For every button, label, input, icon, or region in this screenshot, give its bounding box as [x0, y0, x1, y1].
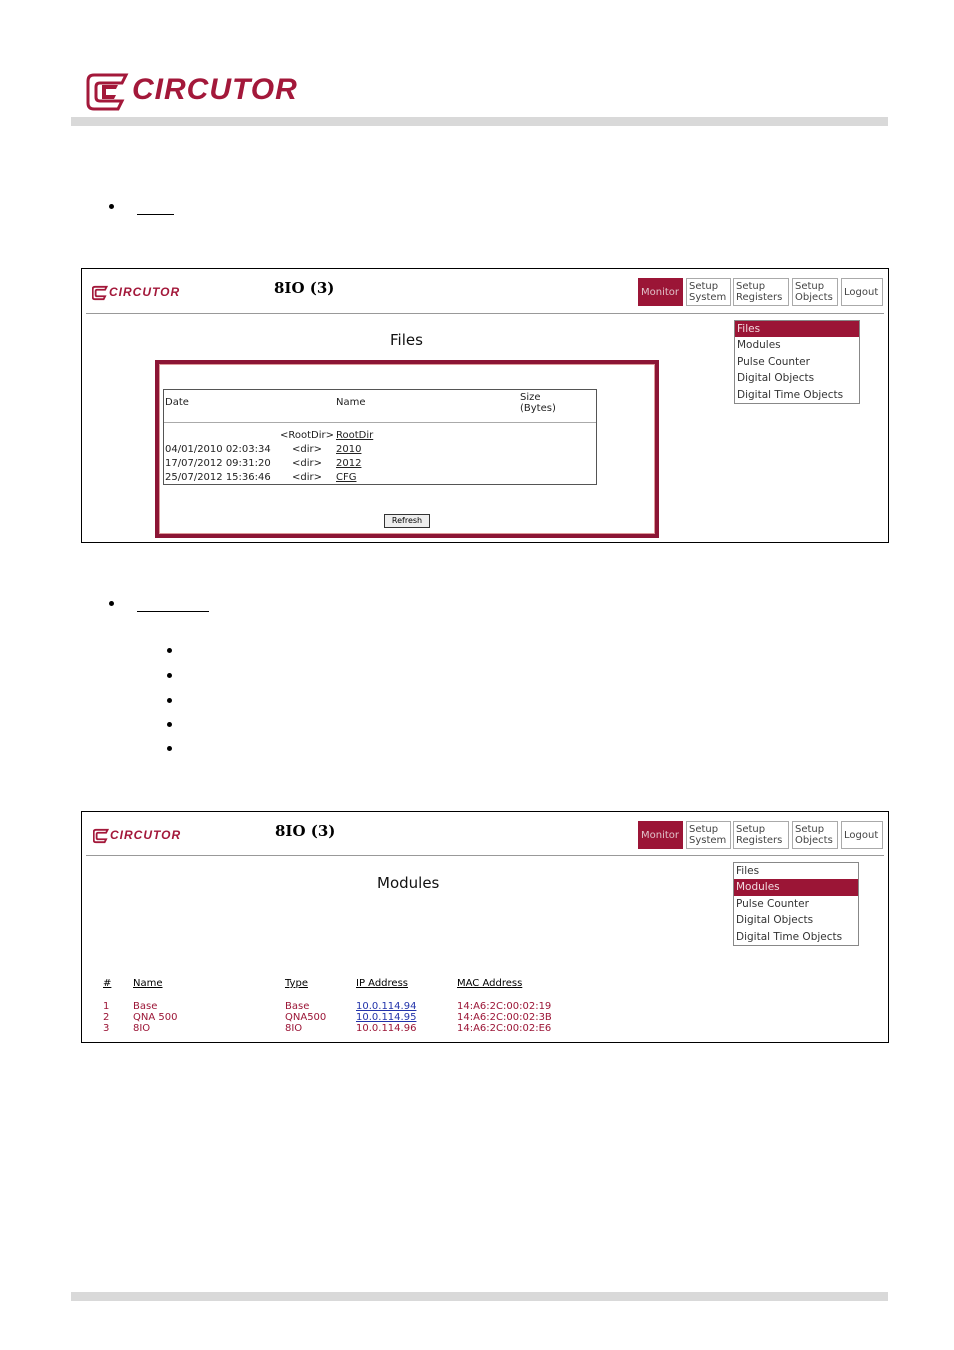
sub-bullet: [167, 648, 172, 653]
device-title: 8IO (3): [274, 279, 335, 297]
sub-bullet: [167, 673, 172, 678]
files-frame: [155, 360, 659, 538]
brand-name: CIRCUTOR: [110, 828, 182, 842]
circutor-logo-icon: [93, 828, 109, 844]
root-label: <RootDir>: [280, 430, 335, 441]
refresh-button[interactable]: Refresh: [384, 514, 430, 528]
col-mac[interactable]: MAC Address: [457, 978, 523, 989]
col-num[interactable]: #: [103, 978, 112, 989]
files-table: Date Name Size (Bytes) <RootDir> RootDir 04/01/2010 02:03:34 <dir> 2010 17/07/2012 09:31:20 <dir> 2012 25/07/2012 15:36:46 <dir> CFG: [163, 389, 597, 485]
circutor-logo-icon: [92, 285, 108, 301]
header-divider: [86, 313, 884, 314]
nav-monitor[interactable]: Monitor: [638, 278, 683, 306]
nav-logout[interactable]: Logout: [841, 821, 883, 849]
dir-link[interactable]: 2010: [336, 444, 362, 455]
nav-setup-registers[interactable]: Setup Registers: [733, 821, 789, 849]
submenu-item-modules[interactable]: Modules: [737, 339, 781, 352]
files-heading-underline: [137, 214, 174, 215]
col-name[interactable]: Name: [133, 978, 163, 989]
nav-setup-objects[interactable]: Setup Objects: [792, 821, 838, 849]
col-size: Size (Bytes): [520, 392, 556, 414]
submenu-item-digital-objects[interactable]: Digital Objects: [736, 914, 814, 927]
bottom-rule: [71, 1292, 888, 1301]
ip-text: 10.0.114.96: [356, 1023, 417, 1034]
nav-monitor[interactable]: Monitor: [638, 821, 683, 849]
sub-bullet: [167, 698, 172, 703]
submenu-item-digital-time-objects[interactable]: Digital Time Objects: [736, 930, 843, 943]
header-divider: [86, 855, 884, 856]
submenu: [734, 320, 860, 404]
brand-name: CIRCUTOR: [109, 285, 181, 299]
col-date: Date: [165, 397, 189, 408]
table-header-divider: [164, 422, 596, 423]
ip-link[interactable]: 10.0.114.95: [356, 1012, 417, 1023]
top-rule: [71, 117, 888, 126]
col-name: Name: [336, 397, 366, 408]
col-ip[interactable]: IP Address: [356, 978, 408, 989]
nav-setup-system[interactable]: Setup System: [686, 821, 731, 849]
submenu: [733, 862, 859, 946]
dir-link[interactable]: CFG: [336, 472, 357, 483]
submenu-item-files[interactable]: Files: [736, 865, 760, 877]
ip-link[interactable]: 10.0.114.94: [356, 1001, 417, 1012]
files-screenshot: [81, 268, 889, 543]
modules-heading-underline: [137, 611, 209, 612]
submenu-item-files[interactable]: Files: [735, 321, 859, 337]
nav-setup-system[interactable]: Setup System: [686, 278, 731, 306]
device-title: 8IO (3): [275, 822, 336, 840]
col-type[interactable]: Type: [285, 978, 308, 989]
brand-name: CIRCUTOR: [132, 73, 298, 106]
submenu-item-digital-time-objects[interactable]: Digital Time Objects: [737, 388, 844, 401]
nav-setup-objects[interactable]: Setup Objects: [792, 278, 838, 306]
bullet-files: [109, 204, 114, 209]
nav-logout[interactable]: Logout: [841, 278, 883, 306]
submenu-item-modules[interactable]: Modules: [734, 879, 858, 895]
modules-screenshot: CIRCUTOR 8IO (3) Monitor Setup System Setup Registers Setup Objects Logout Files Modules Pulse Counter Digital Objects Digital Time Objects Modules # Name Type IP Address MAC Address 1 Base Base 10.0.114.94 14:A6:2C:00:02:19 2 QNA 500 QNA500 10.0.114.95 14:A6:2C:00:02:3B 3 8IO 8IO 10.0.114.96 14:A6:2C:00:02:E6: [81, 811, 889, 1043]
submenu-item-pulse-counter[interactable]: Pulse Counter: [736, 897, 809, 910]
nav-setup-registers[interactable]: Setup Registers: [733, 278, 789, 306]
bullet-modules: [109, 601, 114, 606]
dir-link[interactable]: 2012: [336, 458, 362, 469]
page-title: Modules: [377, 874, 440, 892]
submenu-item-digital-objects[interactable]: Digital Objects: [737, 372, 815, 385]
page-title: Files: [390, 331, 423, 349]
circutor-logo-icon: [86, 71, 130, 113]
sub-bullet: [167, 746, 172, 751]
header-logo: [86, 71, 316, 113]
sub-bullet: [167, 722, 172, 727]
submenu-item-pulse-counter[interactable]: Pulse Counter: [737, 355, 810, 368]
root-link[interactable]: RootDir: [336, 430, 374, 441]
